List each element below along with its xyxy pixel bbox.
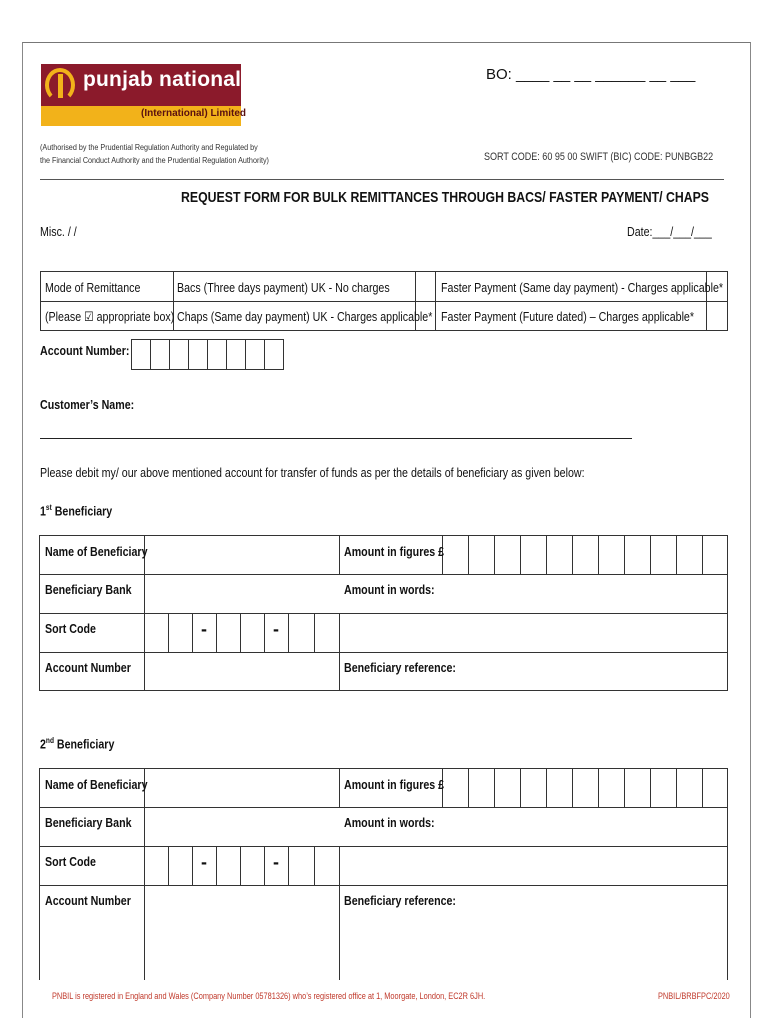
bacs-checkbox[interactable]	[416, 272, 435, 301]
mode-of-remittance-label: Mode of Remittance	[45, 280, 141, 295]
digit-divider	[702, 769, 703, 807]
beneficiary-bank-label: Beneficiary Bank	[45, 815, 132, 830]
digit-box[interactable]	[208, 340, 227, 369]
mode-hint: (Please ☑ appropriate box)	[45, 309, 175, 324]
digit-divider	[520, 536, 521, 574]
digit-box[interactable]	[132, 340, 151, 369]
sort-divider	[288, 613, 289, 652]
sort-code-dash: -	[201, 619, 207, 639]
swift-code-text: SWIFT (BIC) CODE: PUNBGB22	[580, 151, 714, 163]
digit-divider	[624, 536, 625, 574]
account-number-label: Account Number	[45, 660, 131, 675]
remittance-mode-table	[40, 271, 728, 331]
beneficiary-1-table	[39, 535, 728, 691]
sort-divider	[168, 613, 169, 652]
remit-col-divider	[435, 272, 436, 330]
authorisation-line-1: (Authorised by the Prudential Regulation Authority and Regulated by	[40, 143, 258, 152]
col-divider	[144, 536, 145, 690]
date-field[interactable]: Date:___/___/___	[627, 224, 712, 239]
digit-box[interactable]	[227, 340, 246, 369]
ordinal: 2	[40, 736, 46, 752]
remit-row-divider	[41, 301, 727, 302]
faster-future-checkbox[interactable]	[707, 302, 727, 331]
digit-divider	[702, 536, 703, 574]
sort-divider	[314, 846, 315, 885]
digit-divider	[468, 769, 469, 807]
authorisation-line-2: the Financial Conduct Authority and the Prudential Regulation Authority)	[40, 156, 269, 165]
sort-code-label: Sort Code	[45, 621, 96, 636]
ordinal: 1	[40, 503, 46, 519]
digit-divider	[546, 769, 547, 807]
logo-subtitle: (International) Limited	[141, 108, 246, 119]
sort-code-dash: -	[201, 852, 207, 872]
sort-divider	[192, 613, 193, 652]
chaps-option-label: Chaps (Same day payment) UK - Charges applicable*	[177, 309, 433, 324]
sort-divider	[240, 613, 241, 652]
sort-code-dash: -	[273, 619, 279, 639]
col-divider	[339, 536, 340, 574]
customer-name-label: Customer’s Name:	[40, 397, 135, 412]
digit-divider	[494, 769, 495, 807]
digit-box[interactable]	[170, 340, 189, 369]
faster-same-day-checkbox[interactable]	[707, 272, 727, 301]
sort-divider	[240, 846, 241, 885]
footer-form-code: PNBIL/BRBFPC/2020	[658, 991, 730, 1001]
sort-divider	[264, 846, 265, 885]
sort-divider	[216, 846, 217, 885]
instruction-text: Please debit my/ our above mentioned account for transfer of funds as per the details of beneficiary as given below:	[40, 465, 585, 480]
beneficiary-reference-label: Beneficiary reference:	[344, 660, 456, 675]
heading-rest: Beneficiary	[53, 736, 115, 752]
col-divider	[339, 846, 340, 980]
sort-divider	[314, 613, 315, 652]
digit-box[interactable]	[246, 340, 265, 369]
beneficiary-2-heading	[40, 736, 114, 751]
form-title: REQUEST FORM FOR BULK REMITTANCES THROUGH BACS/ FASTER PAYMENT/ CHAPS	[181, 189, 710, 206]
ordinal-suffix: nd	[45, 736, 54, 745]
customer-name-line[interactable]	[40, 438, 632, 439]
logo-name: punjab national bank	[83, 68, 298, 91]
sort-divider	[216, 613, 217, 652]
bacs-option-label: Bacs (Three days payment) UK - No charges	[177, 280, 390, 295]
amount-in-figures-label: Amount in figures £	[344, 777, 445, 792]
beneficiary-reference-label: Beneficiary reference:	[344, 893, 456, 908]
digit-divider	[650, 536, 651, 574]
name-of-beneficiary-label: Name of Beneficiary	[45, 544, 148, 559]
amount-in-words-label: Amount in words:	[344, 582, 435, 597]
digit-box[interactable]	[189, 340, 208, 369]
misc-field[interactable]: Misc. / /	[40, 224, 77, 239]
amount-in-figures-label: Amount in figures £	[344, 544, 445, 559]
digit-divider	[598, 536, 599, 574]
sort-code-label: Sort Code	[45, 854, 96, 869]
digit-divider	[546, 536, 547, 574]
beneficiary-2-table	[39, 768, 728, 980]
digit-divider	[468, 536, 469, 574]
faster-same-day-option-label: Faster Payment (Same day payment) - Charges applicable*	[441, 280, 724, 295]
footer-registration: PNBIL is registered in England and Wales (Company Number 05781326) who’s registered office at 1, Moorgate, London, EC2R 6JH.	[52, 991, 486, 1001]
digit-divider	[572, 769, 573, 807]
ordinal-suffix: st	[45, 503, 52, 512]
digit-divider	[650, 769, 651, 807]
account-number-label: Account Number:	[40, 343, 130, 358]
bank-logo	[41, 64, 298, 126]
digit-divider	[572, 536, 573, 574]
account-number-label: Account Number	[45, 893, 131, 908]
col-divider	[144, 769, 145, 980]
sort-code-text: SORT CODE: 60 95 00	[484, 151, 578, 163]
sort-divider	[264, 613, 265, 652]
account-number-input[interactable]	[131, 339, 284, 370]
digit-box[interactable]	[265, 340, 283, 369]
sort-divider	[288, 846, 289, 885]
faster-future-option-label: Faster Payment (Future dated) – Charges applicable*	[441, 309, 695, 324]
digit-divider	[676, 536, 677, 574]
header-divider	[40, 179, 724, 180]
digit-divider	[676, 769, 677, 807]
bo-field[interactable]	[486, 66, 695, 83]
digit-divider	[598, 769, 599, 807]
chaps-checkbox[interactable]	[416, 302, 435, 331]
amount-in-words-label: Amount in words:	[344, 815, 435, 830]
beneficiary-1-heading	[40, 503, 112, 518]
sort-divider	[192, 846, 193, 885]
digit-divider	[520, 769, 521, 807]
digit-divider	[494, 536, 495, 574]
beneficiary-bank-label: Beneficiary Bank	[45, 582, 132, 597]
col-divider	[339, 613, 340, 690]
digit-box[interactable]	[151, 340, 170, 369]
heading-rest: Beneficiary	[51, 503, 113, 519]
sort-code-dash: -	[273, 852, 279, 872]
name-of-beneficiary-label: Name of Beneficiary	[45, 777, 148, 792]
bo-label: BO: ____ __ __ ______ __ ___	[486, 66, 696, 83]
pnb-emblem-stem	[58, 74, 63, 98]
digit-divider	[624, 769, 625, 807]
sort-divider	[168, 846, 169, 885]
col-divider	[339, 769, 340, 807]
